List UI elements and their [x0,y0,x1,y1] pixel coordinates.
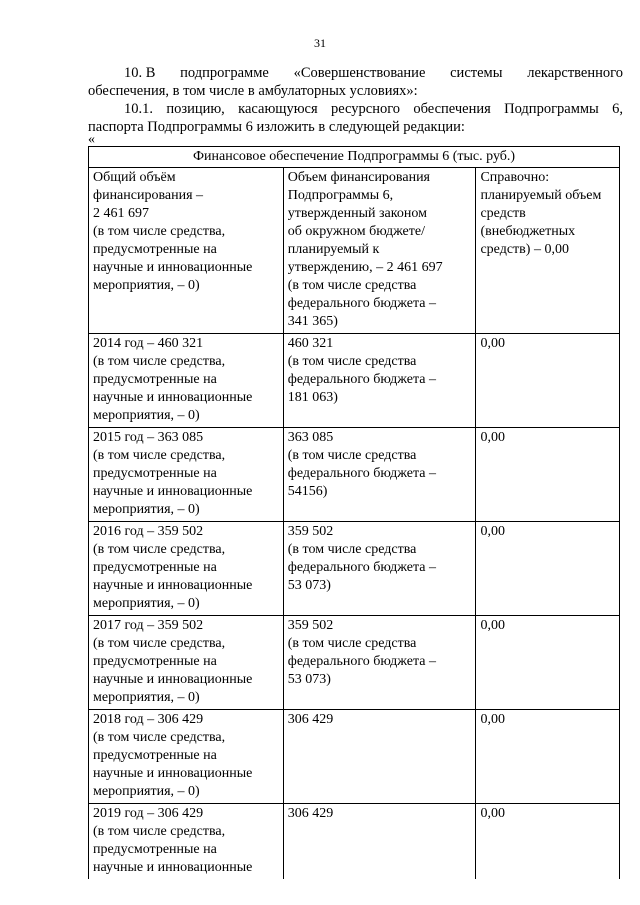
word: подпрограмме [180,65,269,81]
paragraph-10 [88,64,623,100]
table-row-2016 [89,522,620,616]
cell-total: 2017 год – 359 502 (в том числе средства, предусмотренные на научные и инновационные мероприятия, – 0) [89,616,284,710]
table-columns-row [89,168,620,334]
cell-total: 2018 год – 306 429 (в том числе средства, предусмотренные на научные и инновационные мероприятия, – 0) [89,710,284,804]
cell-extra: 0,00 [476,334,620,428]
word: Подпрограммы [504,101,599,117]
cell-budget: 306 429 [283,710,476,804]
cell-extra: 0,00 [476,428,620,522]
word: позицию, [166,101,225,117]
table-row-2014 [89,334,620,428]
column-total-financing: Общий объём финансирования – 2 461 697 (в том числе средства, предусмотренные на научные и инновационные мероприятия, – 0) [89,168,284,334]
table-header-row [89,147,620,168]
word: 6, [612,101,623,117]
cell-extra: 0,00 [476,616,620,710]
paragraph-10-1 [88,100,623,136]
cell-budget: 460 321 (в том числе средства федерального бюджета – 181 063) [283,334,476,428]
page-number: 31 [314,36,326,50]
word: «Совершенствование [293,65,426,81]
table-header: Финансовое обеспечение Подпрограммы 6 (тыс. руб.) [89,147,620,168]
word: лекарственного [527,65,623,81]
table-row-2015 [89,428,620,522]
cell-budget: 306 429 [283,804,476,880]
table-row-2018 [89,710,620,804]
paragraph-10-1-line1 [88,100,623,118]
cell-total: 2016 год – 359 502 (в том числе средства, предусмотренные на научные и инновационные мероприятия, – 0) [89,522,284,616]
table-row-2017 [89,616,620,710]
column-extrabudgetary: Справочно: планируемый объем средств (внебюджетных средств) – 0,00 [476,168,620,334]
financing-table [88,146,620,879]
open-quote-mark: « [88,132,95,147]
cell-extra: 0,00 [476,522,620,616]
cell-budget: 363 085 (в том числе средства федерального бюджета – 54156) [283,428,476,522]
cell-total: 2019 год – 306 429 (в том числе средства, предусмотренные на научные и инновационные [89,804,284,880]
cell-extra: 0,00 [476,710,620,804]
cell-extra: 0,00 [476,804,620,880]
cell-total: 2015 год – 363 085 (в том числе средства, предусмотренные на научные и инновационные мероприятия, – 0) [89,428,284,522]
cell-total: 2014 год – 460 321 (в том числе средства, предусмотренные на научные и инновационные мероприятия, – 0) [89,334,284,428]
column-subprogram-budget: Объем финансирования Подпрограммы 6, утвержденный законом об окружном бюджете/ планируемый к утверждению, – 2 461 697 (в том числе средства федерального бюджета – 341 365) [283,168,476,334]
cell-budget: 359 502 (в том числе средства федерального бюджета – 53 073) [283,616,476,710]
paragraph-10-1-line2: паспорта Подпрограммы 6 изложить в следующей редакции: [88,119,465,135]
paragraph-10-line2: обеспечения, в том числе в амбулаторных условиях»: [88,83,418,99]
cell-budget: 359 502 (в том числе средства федерального бюджета – 53 073) [283,522,476,616]
table-row-2019 [89,804,620,880]
word: 10.1. [124,101,153,117]
word: касающуюся [238,101,318,117]
word: 10. В [124,65,156,81]
word: ресурсного [330,101,401,117]
word: обеспечения [413,101,491,117]
word: системы [450,65,503,81]
paragraph-10-line1 [88,64,623,82]
